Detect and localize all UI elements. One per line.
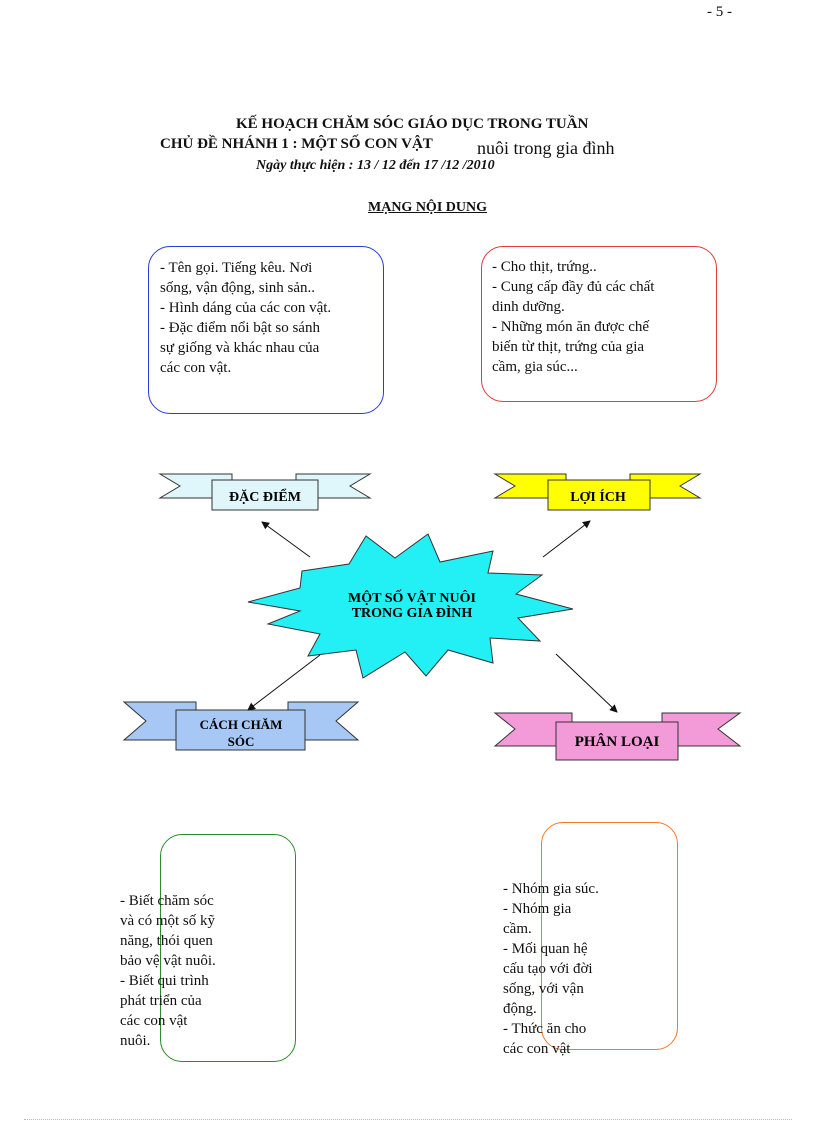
arrow-to-classification xyxy=(556,654,617,712)
text-line: - Cung cấp đầy đủ các chất xyxy=(492,279,655,295)
text-line: - Cho thịt, trứng.. xyxy=(492,259,597,275)
text-line: - Biết qui trình xyxy=(120,973,209,989)
text-line: - Biết chăm sóc xyxy=(120,893,214,909)
text-line: bảo vệ vật nuôi. xyxy=(120,953,216,969)
topic-title: CHỦ ĐỀ NHÁNH 1 : MỘT SỐ CON VẬT xyxy=(160,136,433,152)
ribbon-label-classification: PHÂN LOẠI xyxy=(574,734,660,750)
text-line: - Thức ăn cho xyxy=(503,1021,587,1037)
text-line: cầm. xyxy=(503,921,532,937)
section-title: MẠNG NỘI DUNG xyxy=(368,200,487,215)
ribbon-label-care-line1: CÁCH CHĂM xyxy=(199,717,283,732)
center-title-line1: MỘT SỐ VẬT NUÔI xyxy=(348,591,476,606)
plan-title: KẾ HOẠCH CHĂM SÓC GIÁO DỤC TRONG TUẦN xyxy=(236,116,589,132)
ribbon-label-care-line2: SÓC xyxy=(227,734,255,749)
page-bottom-divider xyxy=(24,1119,792,1120)
text-line: - Mối quan hệ xyxy=(503,941,588,957)
ribbon-label-benefits: LỢI ÍCH xyxy=(570,490,626,505)
text-line: dinh dưỡng. xyxy=(492,299,565,315)
text-line: sống, vận động, sinh sản.. xyxy=(160,280,315,296)
date-range: Ngày thực hiện : 13 / 12 đến 17 /12 /2010 xyxy=(256,158,495,173)
text-line: - Hình dáng của các con vật. xyxy=(160,300,332,316)
text-line: nuôi. xyxy=(120,1033,151,1049)
text-line: và có một số kỹ xyxy=(120,913,215,929)
text-line: phát triển của xyxy=(120,993,202,1009)
text-line: động. xyxy=(503,1001,537,1017)
text-line: sự giống và khác nhau của xyxy=(160,340,320,356)
text-line: - Nhóm gia súc. xyxy=(503,881,599,897)
text-line: cầm, gia súc... xyxy=(492,359,578,375)
topic-title-continuation: nuôi trong gia đình xyxy=(477,138,615,158)
text-line: - Tên gọi. Tiếng kêu. Nơi xyxy=(160,260,313,276)
text-line: các con vật xyxy=(120,1013,188,1029)
text-line: các con vật. xyxy=(160,360,232,376)
ribbon-label-characteristics: ĐẶC ĐIỂM xyxy=(229,490,301,505)
page-number: - 5 - xyxy=(707,4,732,20)
text-line: cấu tạo với đời xyxy=(503,961,593,977)
center-title-line2: TRONG GIA ĐÌNH xyxy=(351,606,473,621)
text-line: - Nhóm gia xyxy=(503,901,572,917)
text-line: các con vật xyxy=(503,1041,571,1057)
text-line: - Những món ăn được chế xyxy=(492,319,650,335)
text-line: - Đặc điểm nổi bật so sánh xyxy=(160,320,320,336)
text-line: sống, với vận xyxy=(503,981,584,997)
text-line: biến từ thịt, trứng của gia xyxy=(492,339,645,355)
arrow-to-characteristics xyxy=(262,522,310,557)
text-line: năng, thói quen xyxy=(120,933,213,949)
arrow-to-benefits xyxy=(543,521,590,557)
